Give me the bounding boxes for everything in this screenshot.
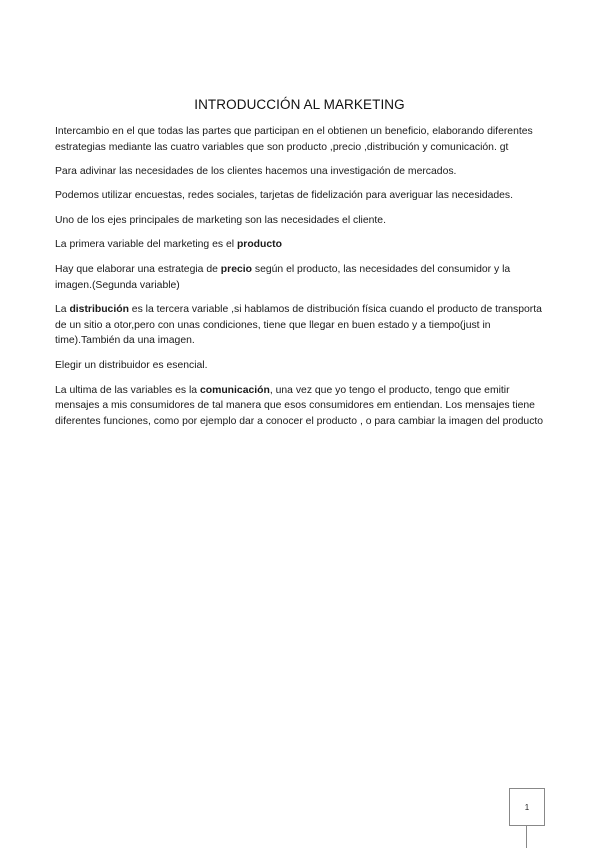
paragraph (55, 358, 547, 374)
document-body (55, 124, 547, 438)
paragraph (55, 237, 547, 253)
paragraph (55, 124, 547, 155)
paragraph-text: Intercambio en el que todas las partes que participan en el obtienen un beneficio, elaborando diferentes estrategias mediante las cuatro variables que son producto ,precio ,distribución y comunicación. gt (55, 126, 533, 153)
paragraph-text: Uno de los ejes principales de marketing son las necesidades el cliente. (55, 214, 386, 226)
paragraph (55, 262, 547, 293)
page-number: 1 (524, 803, 530, 812)
page-number-box (509, 788, 545, 826)
paragraph (55, 164, 547, 180)
paragraph-text: La primera variable del marketing es el (55, 239, 237, 251)
bold-keyword: comunicación (199, 384, 270, 396)
paragraph (55, 383, 547, 430)
paragraph-text: La (55, 304, 70, 316)
paragraph (55, 213, 547, 229)
paragraph-text: Elegir un distribuidor es esencial. (55, 360, 208, 372)
paragraph-text: según el producto, las necesidades del consumidor y la imagen.(Segunda variable) (55, 264, 511, 291)
paragraph-text: Para adivinar las necesidades de los clientes hacemos una investigación de mercados. (55, 165, 457, 177)
bold-keyword: producto (236, 239, 282, 251)
paragraph (55, 302, 547, 349)
paragraph (55, 188, 547, 204)
paragraph-text: Hay que elaborar una estrategia de (55, 264, 221, 276)
paragraph-text: , una vez que yo tengo el producto, tengo que emitir mensajes a mis consumidores de tal manera que esos consumidores em entiendan. Los mensajes tiene diferentes funciones, como por ejemplo dar a conocer el producto , o para cambiar la imagen del producto (55, 384, 544, 427)
paragraph-text: La ultima de las variables es la (55, 384, 200, 396)
bold-keyword: precio (220, 264, 252, 276)
document-title: INTRODUCCIÓN AL MARKETING (194, 97, 405, 112)
page-number-connector (526, 826, 527, 848)
paragraph-text: Podemos utilizar encuestas, redes sociales, tarjetas de fidelización para averiguar las necesidades. (55, 190, 514, 202)
paragraph-text: es la tercera variable ,si hablamos de distribución física cuando el producto de transporta de un sitio a otor,pero con unas condiciones, tiene que llegar en buen estado y a tiempo(just in time).También da una imagen. (55, 304, 542, 347)
bold-keyword: distribución (69, 304, 129, 316)
